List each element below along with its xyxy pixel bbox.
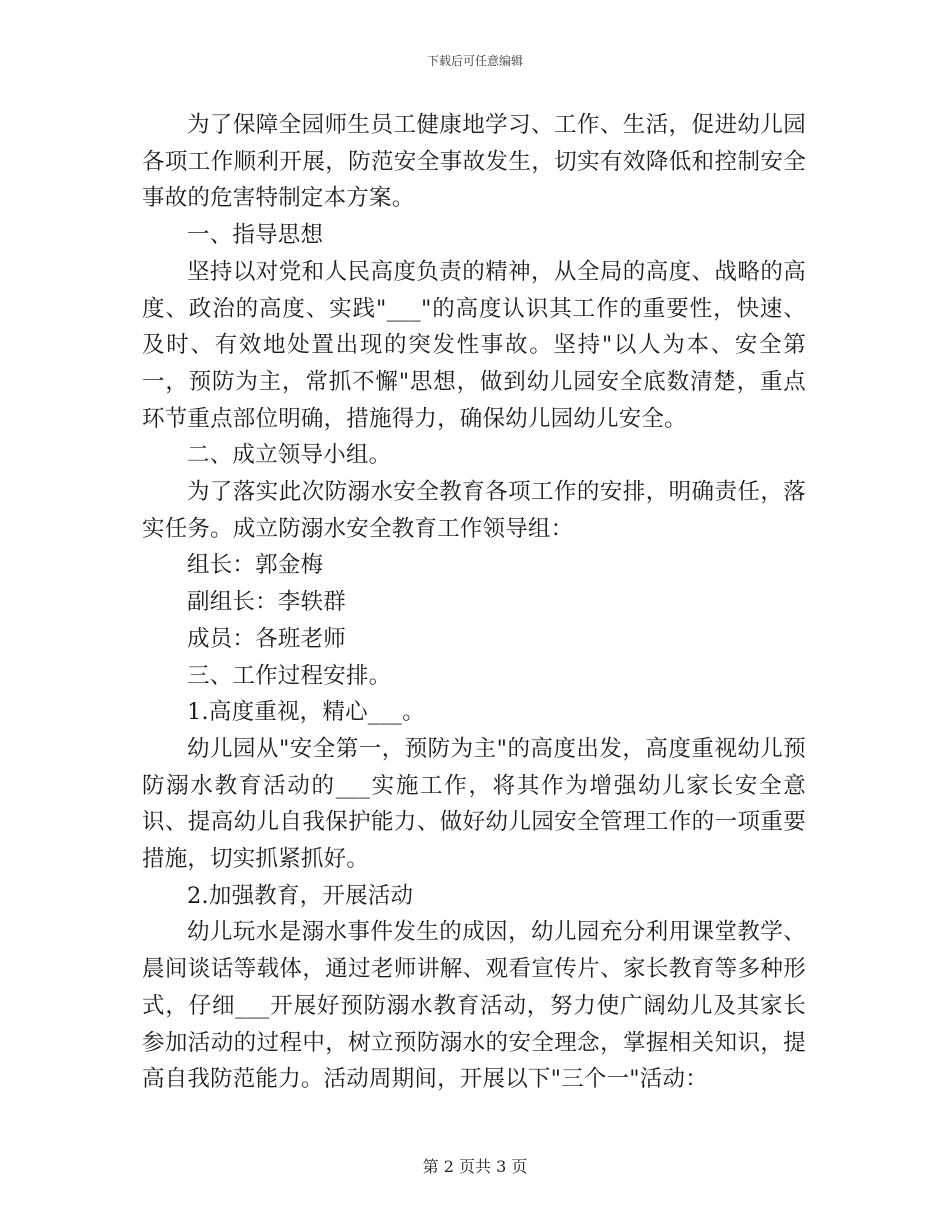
page-footer: 第 2 页共 3 页 [422, 1157, 528, 1176]
paragraph-leadership-group: 为了落实此次防溺水安全教育各项工作的安排，明确责任，落实任务。成立防溺水安全教育工作领导组： [142, 479, 806, 542]
paragraph-attach-importance: 幼儿园从"安全第一，预防为主"的高度出发，高度重视幼儿预防溺水教育活动的___实施工作，将其作为增强幼儿家长安全意识、提高幼儿自我保护能力、做好幼儿园安全管理工作的一项重要措施，切实抓紧抓好。 [142, 735, 806, 873]
line-group-leader: 组长：郭金梅 [187, 552, 324, 579]
paragraph-strengthen-education: 幼儿玩水是溺水事件发生的成因，幼儿园充分利用课堂教学、晨间谈话等载体，通过老师讲解、观看宣传片、家长教育等多种形式，仔细___开展好预防溺水教育活动，努力使广阔幼儿及其家长参加活动的过程中，树立预防溺水的安全理念，掌握相关知识，提高自我防范能力。活动周期间，开展以下"三个一"活动： [142, 919, 806, 1093]
line-members: 成员：各班老师 [187, 625, 346, 652]
paragraph-intro: 为了保障全园师生员工健康地学习、工作、生活，促进幼儿园各项工作顺利开展，防范安全事故发生，切实有效降低和控制安全事故的危害特制定本方案。 [142, 112, 806, 212]
heading-leadership-group: 二、成立领导小组。 [187, 442, 392, 469]
line-deputy-leader: 副组长：李轶群 [187, 589, 346, 616]
subheading-attach-importance: 1.高度重视，精心___。 [187, 699, 425, 726]
document-body [142, 107, 806, 1098]
page-header: 下载后可任意编辑 [426, 54, 523, 68]
heading-guiding-thought: 一、指导思想 [187, 222, 324, 249]
subheading-strengthen-education: 2.加强教育，开展活动 [187, 882, 414, 909]
heading-work-arrangement: 三、工作过程安排。 [187, 662, 392, 689]
paragraph-guiding-thought: 坚持以对党和人民高度负责的精神，从全局的高度、战略的高度、政治的高度、实践"___"的高度认识其工作的重要性，快速、及时、有效地处置出现的突发性事故。坚持"以人为本、安全第一，预防为主，常抓不懈"思想，做到幼儿园安全底数清楚，重点环节重点部位明确，措施得力，确保幼儿园幼儿安全。 [142, 258, 806, 432]
